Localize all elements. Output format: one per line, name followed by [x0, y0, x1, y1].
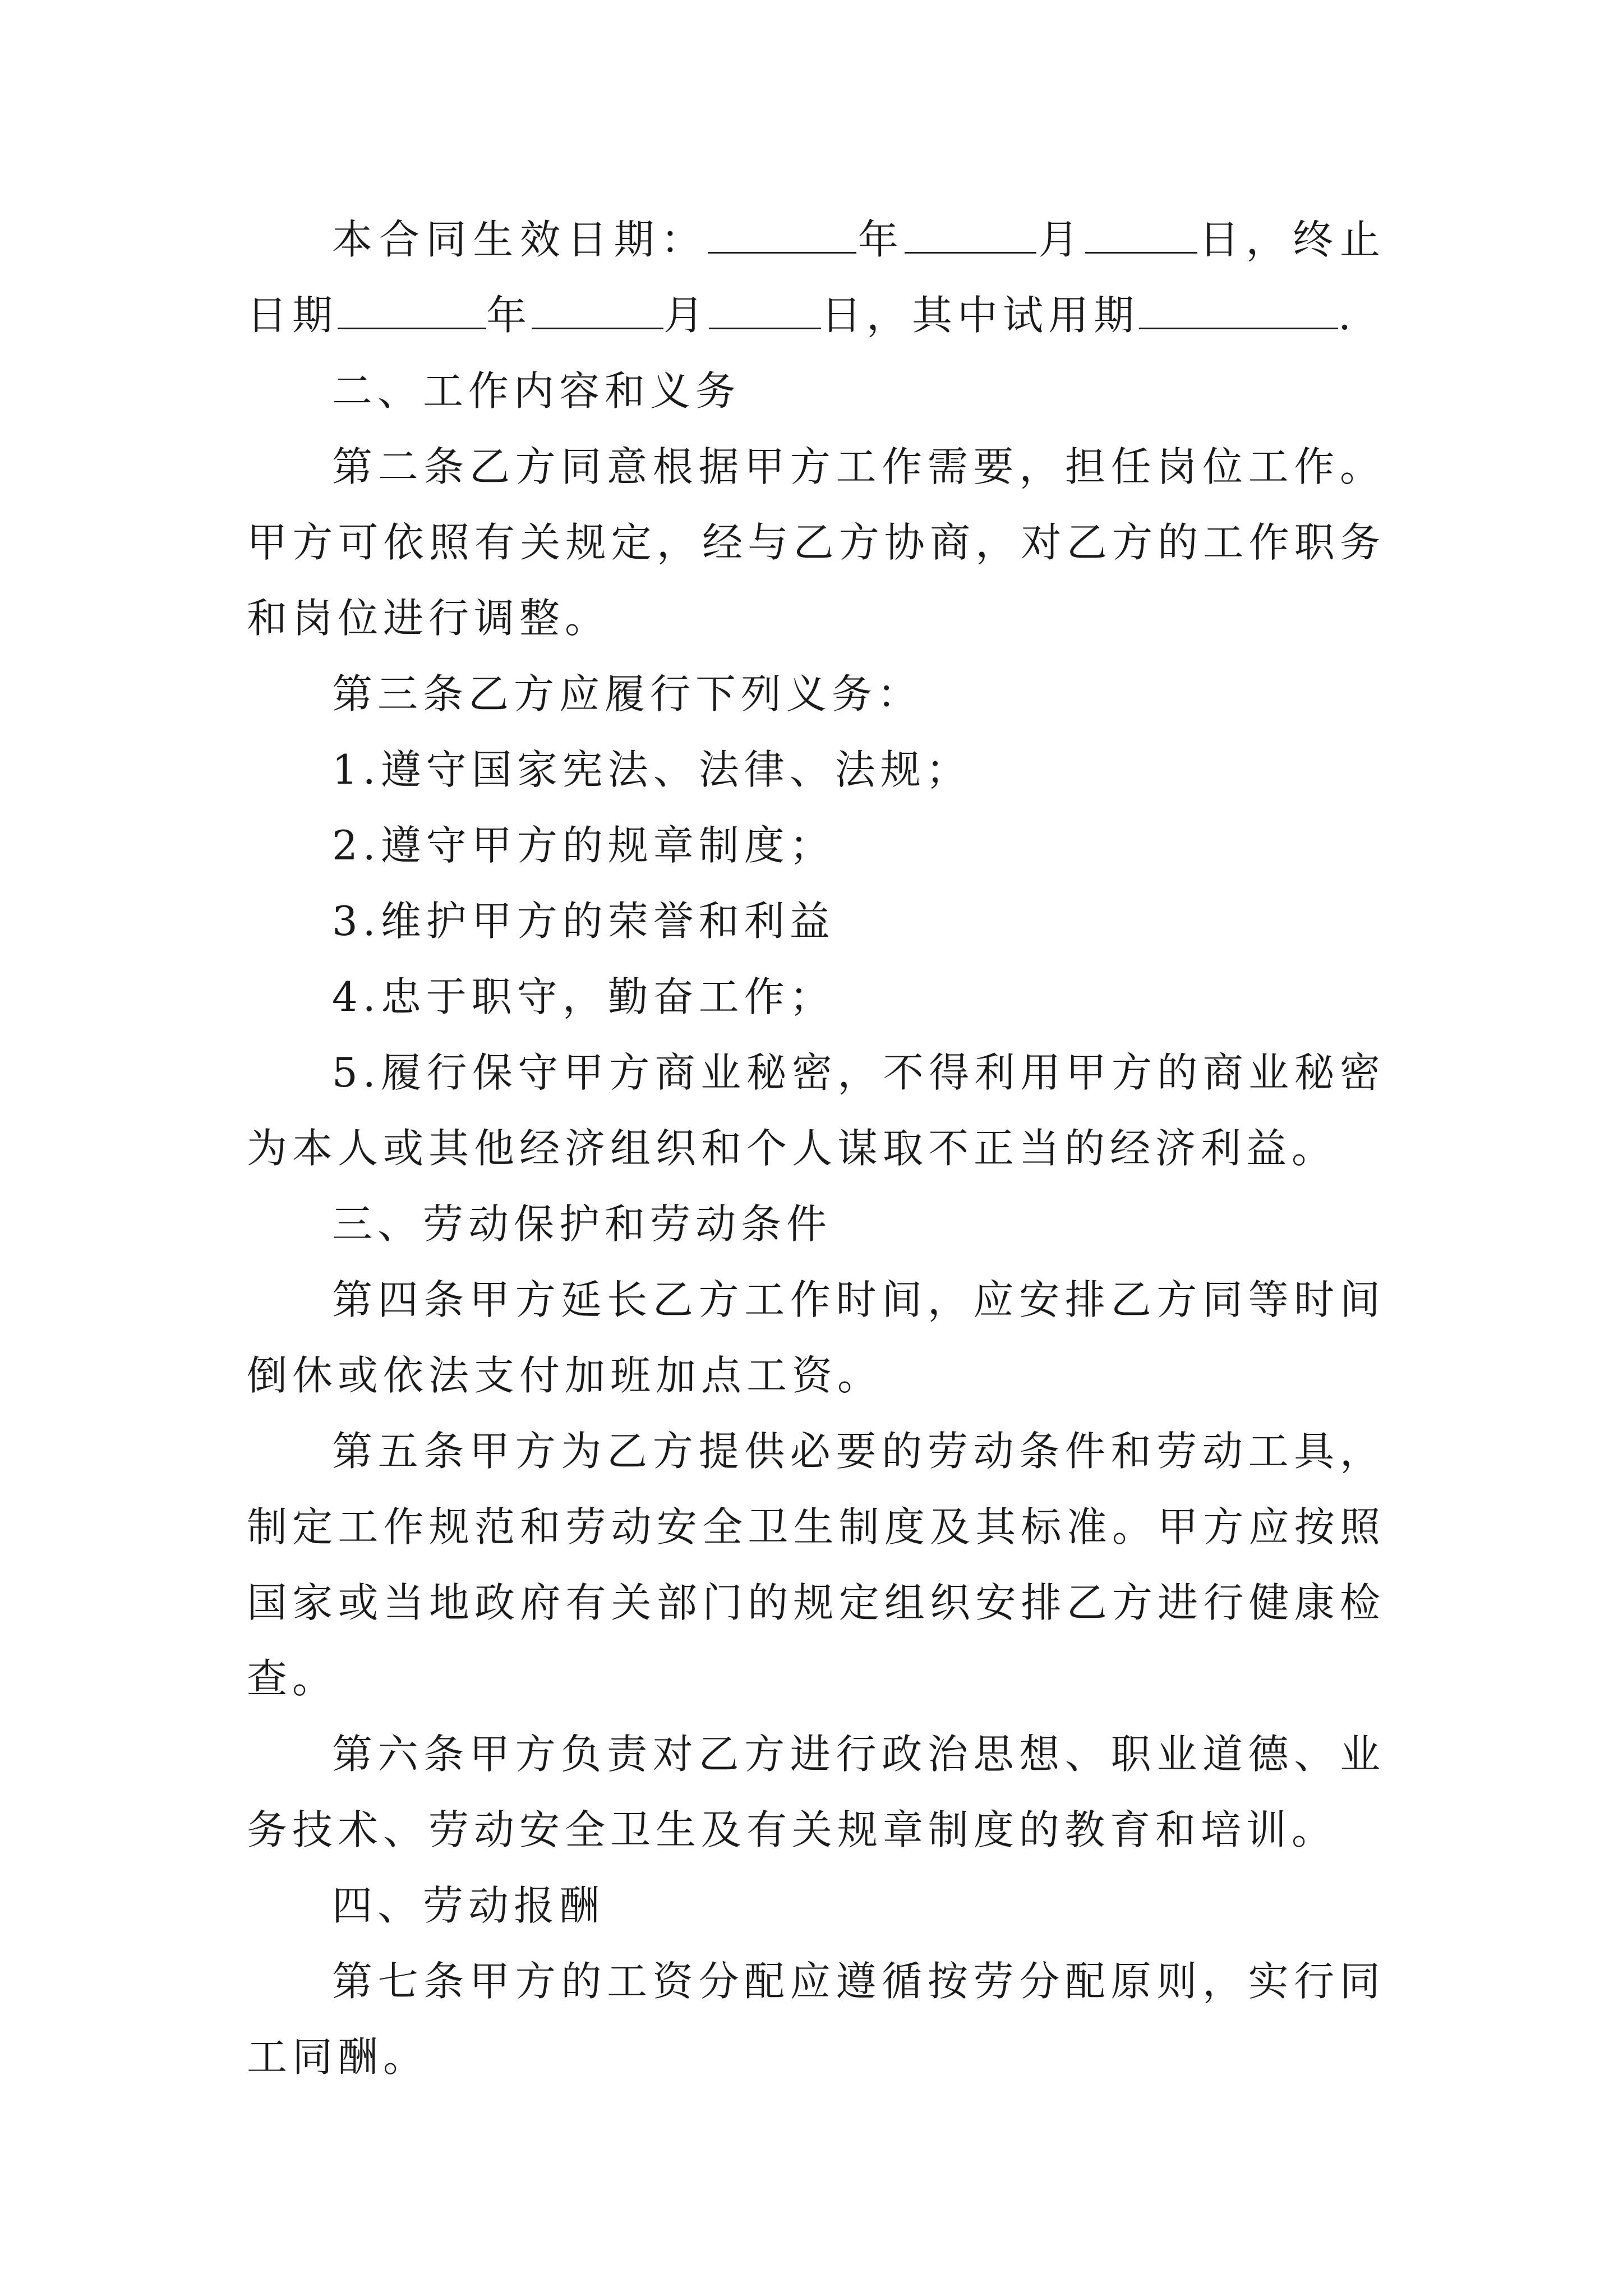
list-item: 3.维护甲方的荣誉和利益	[332, 898, 835, 945]
list-item: 2.遵守甲方的规章制度；	[332, 822, 835, 869]
clause-paragraph: 第六条甲方负责对乙方进行政治思想、职业道德、业务技术、劳动安全卫生及有关规章制度的教育和培训。	[247, 1731, 1385, 1853]
clause-paragraph: 第五条甲方为乙方提供必要的劳动条件和劳动工具，制定工作规范和劳动安全卫生制度及其标准。甲方应按照国家或当地政府有关部门的规定组织安排乙方进行健康检查。	[247, 1428, 1385, 1702]
clause-paragraph: 第三条乙方应履行下列义务：	[332, 670, 923, 717]
year-label: 年	[856, 216, 905, 263]
probation-blank	[1139, 293, 1338, 329]
start-day-blank	[1085, 217, 1197, 254]
section-heading: 四、劳动报酬	[332, 1882, 605, 1929]
end-year-blank	[338, 293, 486, 329]
list-item: 5.履行保守甲方商业秘密，不得利用甲方的商业秘密为本人或其他经济组织和个人谋取不正当的经济利益。	[247, 1049, 1385, 1172]
clause-paragraph: 第二条乙方同意根据甲方工作需要，担任岗位工作。甲方可依照有关规定，经与乙方协商，对乙方的工作职务和岗位进行调整。	[247, 443, 1385, 642]
month-label: 月	[1036, 216, 1085, 263]
end-month-blank	[532, 293, 663, 329]
list-item: 1.遵守国家宪法、法律、法规；	[332, 746, 971, 793]
effective-date-paragraph	[247, 202, 1385, 353]
clause-paragraph: 第七条甲方的工资分配应遵循按劳分配原则，实行同工同酬。	[247, 1958, 1385, 2081]
year2-label: 年	[486, 292, 532, 339]
end-day-blank	[709, 293, 821, 329]
section-heading: 二、工作内容和义务	[332, 367, 741, 415]
start-month-blank	[905, 217, 1036, 254]
end-date-label: 日，终止日期	[247, 216, 1385, 339]
period-mark: .	[1338, 292, 1356, 339]
start-year-blank	[708, 217, 856, 254]
probation-label: 日，其中试用期	[821, 292, 1140, 339]
document-body	[247, 202, 1385, 2095]
clause-paragraph: 第四条甲方延长乙方工作时间，应安排乙方同等时间倒休或依法支付加班加点工资。	[247, 1276, 1385, 1399]
section-heading: 三、劳动保护和劳动条件	[332, 1200, 832, 1248]
month2-label: 月	[663, 292, 709, 339]
effective-date-label: 本合同生效日期：	[332, 216, 708, 263]
list-item: 4.忠于职守，勤奋工作；	[332, 973, 835, 1020]
